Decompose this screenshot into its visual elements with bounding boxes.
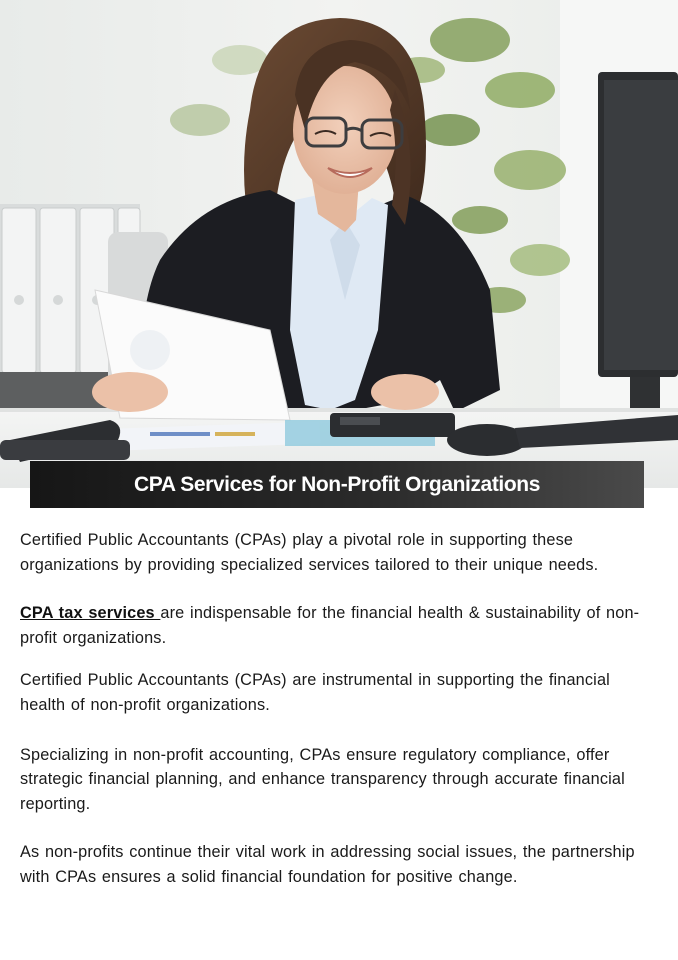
paragraph-tax-services	[20, 601, 660, 650]
paragraph-tax-services-text: are indispensable for the financial health & sustainability of non-profit organizations.	[20, 604, 640, 647]
paragraph-intro: Certified Public Accountants (CPAs) play a pivotal role in supporting these organizations by providing specialized services tailored to their unique needs.	[20, 531, 599, 574]
article-body	[20, 528, 660, 890]
paragraph-conclusion: As non-profits continue their vital work in addressing social issues, the partnership with CPAs ensures a solid financial foundation for positive change.	[20, 843, 635, 886]
title-banner	[30, 461, 644, 508]
cpa-tax-services-link[interactable]: CPA tax services	[20, 604, 161, 623]
paragraph-specializing: Specializing in non-profit accounting, CPAs ensure regulatory compliance, offer strategic financial planning, and enhance transparency through accurate financial reporting.	[20, 745, 625, 813]
calculator	[330, 413, 455, 437]
paragraph-instrumental: Certified Public Accountants (CPAs) are instrumental in supporting the financial health of non-profit organizations.	[20, 671, 610, 714]
right-hand	[371, 374, 439, 410]
page-title: CPA Services for Non-Profit Organizations	[134, 472, 540, 496]
left-hand	[92, 372, 168, 412]
monitor	[598, 72, 678, 417]
mouse	[447, 424, 527, 456]
